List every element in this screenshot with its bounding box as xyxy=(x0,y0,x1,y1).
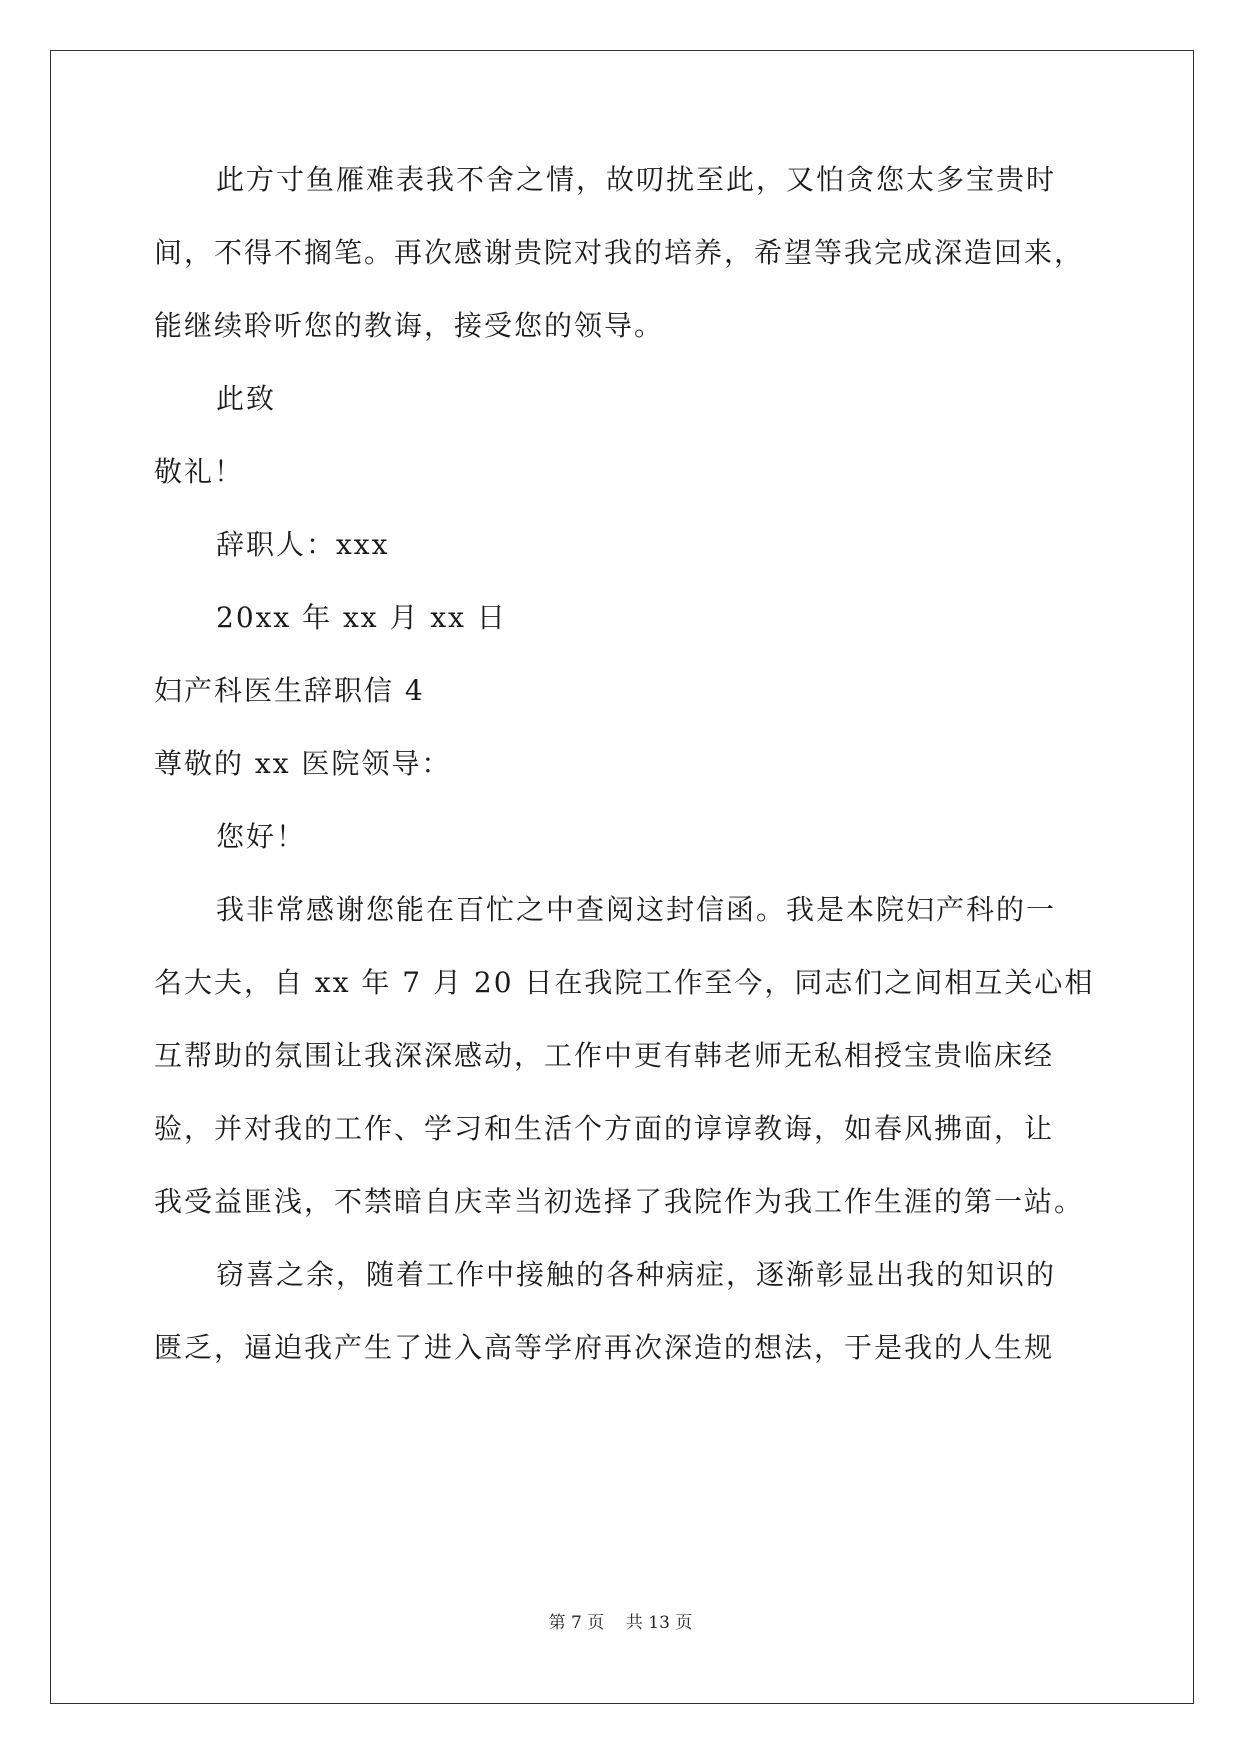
paragraph-line: 我非常感谢您能在百忙之中查阅这封信函。我是本院妇产科的一 xyxy=(216,893,1057,926)
paragraph-line: 匮乏，逼迫我产生了进入高等学府再次深造的想法，于是我的人生规 xyxy=(154,1331,1055,1364)
signature-line: 辞职人：xxx xyxy=(216,528,390,561)
letter-heading: 妇产科医生辞职信 4 xyxy=(154,674,425,707)
date-line: 20xx 年 xx 月 xx 日 xyxy=(216,601,507,634)
page-number-footer: 第 7 页 共 13 页 xyxy=(548,1613,693,1633)
paragraph-line: 名大夫，自 xx 年 7 月 20 日在我院工作至今，同志们之间相互关心相 xyxy=(154,966,1095,999)
page-border xyxy=(50,50,1194,1704)
paragraph-line: 我受益匪浅，不禁暗自庆幸当初选择了我院作为我工作生涯的第一站。 xyxy=(154,1185,1085,1218)
greeting-line: 您好！ xyxy=(216,820,307,853)
recipient-line: 尊敬的 xx 医院领导： xyxy=(154,747,452,780)
paragraph-line: 间，不得不搁笔。再次感谢贵院对我的培养，希望等我完成深造回来， xyxy=(154,236,1085,269)
paragraph-line: 能继续聆听您的教诲，接受您的领导。 xyxy=(154,309,665,342)
paragraph-line: 互帮助的氛围让我深深感动，工作中更有韩老师无私相授宝贵临床经 xyxy=(154,1039,1055,1072)
paragraph-line: 验，并对我的工作、学习和生活个方面的谆谆教诲，如春风拂面，让 xyxy=(154,1112,1055,1145)
paragraph-line: 此方寸鱼雁难表我不舍之情，故叨扰至此，又怕贪您太多宝贵时 xyxy=(216,163,1057,196)
closing-salutation: 此致 xyxy=(216,382,277,415)
paragraph-line: 窃喜之余，随着工作中接触的各种病症，逐渐彰显出我的知识的 xyxy=(216,1258,1057,1291)
closing-regards: 敬礼！ xyxy=(154,455,245,488)
